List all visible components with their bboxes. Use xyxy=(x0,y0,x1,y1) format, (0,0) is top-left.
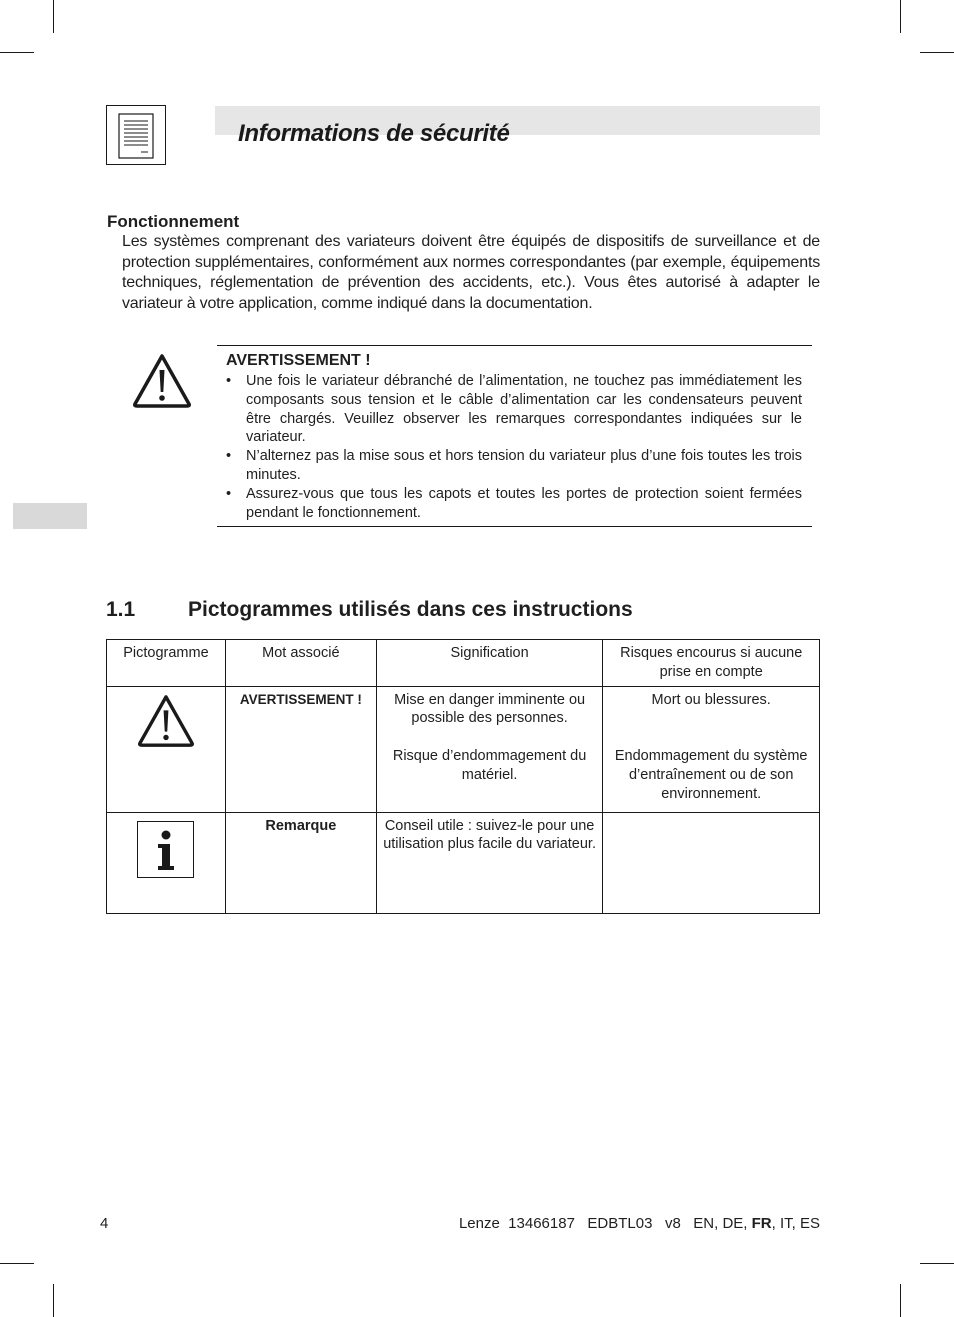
warning-item: • N’alternez pas la mise sous et hors tension du variateur plus d’une fois toutes les trois minutes. xyxy=(226,447,802,485)
section-heading xyxy=(106,598,633,622)
risk-text: Endommagement du système d’entraînement ou de son environnement. xyxy=(614,748,808,802)
warning-item: • Une fois le variateur débranché de l’alimentation, ne touchez pas immédiatement les composants sous tension et le câble d’alimentation car les condensateurs peuvent être chargés. Veuillez observer les remarques correspondantes indiquées sur le variateur. xyxy=(226,372,802,447)
table-header-cell: Pictogramme xyxy=(107,640,226,687)
footer-doc-info: Lenze 13466187 EDBTL03 v8 EN, DE, xyxy=(458,1215,752,1232)
table-cell-meaning xyxy=(376,812,603,913)
table-header-cell: Risques encourus si aucune prise en compte xyxy=(603,640,820,687)
signal-word-note: Remarque xyxy=(265,817,337,834)
warning-triangle-icon xyxy=(136,693,196,755)
warning-list xyxy=(226,372,802,522)
table-cell-word xyxy=(225,812,376,913)
functioning-heading: Fonctionnement xyxy=(107,212,240,231)
crop-mark-top-left-h xyxy=(0,52,34,53)
pictogram-table xyxy=(106,639,820,914)
page-title: Informations de sécurité xyxy=(238,120,510,147)
warning-title: AVERTISSEMENT ! xyxy=(226,352,371,369)
warning-item: • Assurez-vous que tous les capots et toutes les portes de protection soient fermées pendant le fonctionnement. xyxy=(226,485,802,523)
crop-mark-bottom-right-v xyxy=(900,1284,901,1317)
table-cell-icon xyxy=(107,812,226,913)
footer-lang-current: FR xyxy=(751,1215,772,1232)
crop-mark-bottom-right-h xyxy=(920,1263,954,1264)
table-cell-risk xyxy=(603,812,820,913)
crop-mark-top-right-v xyxy=(900,0,901,33)
crop-mark-bottom-left-h xyxy=(0,1263,34,1264)
table-cell-meaning xyxy=(376,686,603,812)
crop-mark-bottom-left-v xyxy=(53,1284,54,1317)
table-header-cell: Mot associé xyxy=(225,640,376,687)
crop-mark-top-right-h xyxy=(920,52,954,53)
table-cell-word xyxy=(225,686,376,812)
section-title: Pictogrammes utilisés dans ces instructions xyxy=(188,598,633,621)
info-icon xyxy=(137,821,194,878)
meaning-text: Conseil utile : suivez-le pour une utilisation plus facile du variateur. xyxy=(383,817,596,853)
crop-mark-top-left-v xyxy=(53,0,54,33)
footer-info xyxy=(459,1215,820,1232)
table-header-row xyxy=(107,640,820,687)
footer-lang-rest: , IT, ES xyxy=(771,1215,820,1232)
document-icon xyxy=(106,105,166,165)
table-header-cell: Signification xyxy=(376,640,603,687)
meaning-text: Mise en danger imminente ou possible des personnes. xyxy=(394,691,586,727)
language-side-tab xyxy=(13,503,87,529)
warning-triangle-icon xyxy=(131,352,193,415)
risk-text: Mort ou blessures. xyxy=(651,691,771,708)
section-number: 1.1 xyxy=(106,598,136,621)
table-row xyxy=(107,812,820,913)
functioning-text: Les systèmes comprenant des variateurs doivent être équipés de dispositifs de surveillance et de protection supplémentaires, conformément aux normes correspondantes (par exemple, équipements techniques, réglementation de prévention des accidents, etc.). Vous êtes autorisé à adapter le variateur à votre application, comme indiqué dans la documentation. xyxy=(122,233,820,312)
signal-word-warning: AVERTISSEMENT ! xyxy=(239,691,362,707)
table-cell-risk xyxy=(603,686,820,812)
meaning-text: Risque d’endommagement du matériel. xyxy=(392,748,587,783)
table-cell-icon xyxy=(107,686,226,812)
table-row xyxy=(107,686,820,812)
page-number: 4 xyxy=(100,1215,109,1232)
